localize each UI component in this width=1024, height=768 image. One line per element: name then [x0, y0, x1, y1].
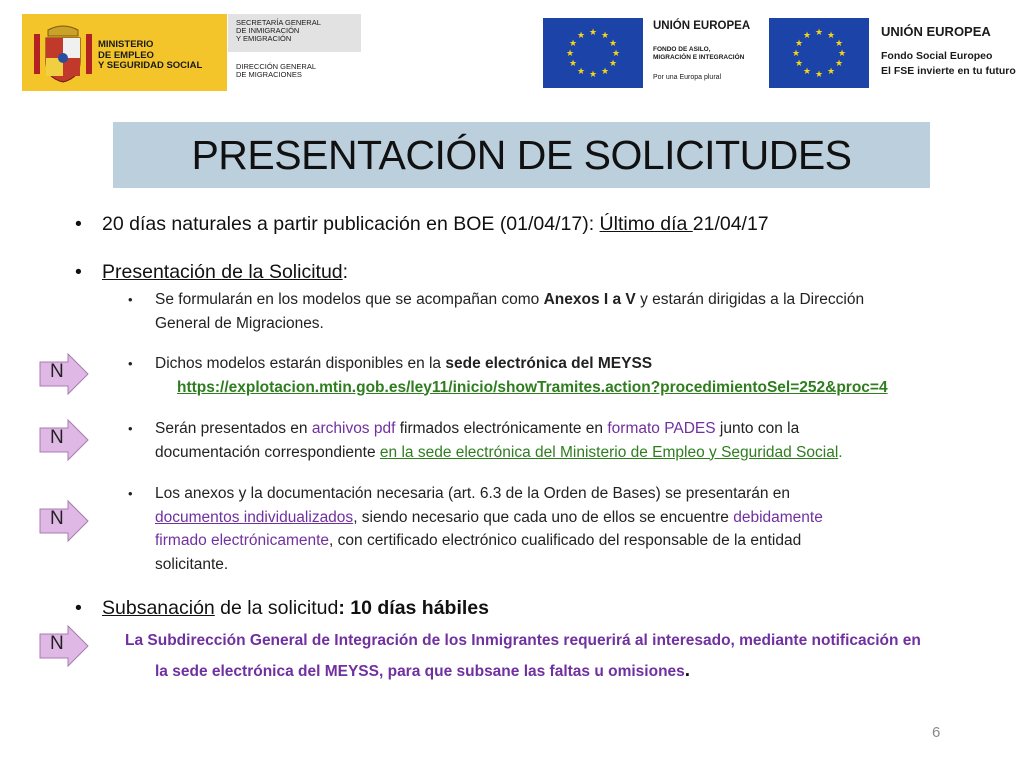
- svg-text:★: ★: [608, 59, 618, 69]
- ministerio-line-1: MINISTERIO: [98, 39, 154, 50]
- sub1-text-a: Se formularán en los modelos que se acompañan como: [155, 291, 544, 308]
- sub3-text-e: junto con la: [715, 420, 800, 437]
- sub-bullet-dot: •: [128, 486, 133, 501]
- secretaria-line-1: SECRETARÍA GENERAL: [236, 18, 321, 27]
- page-title: PRESENTACIÓN DE SOLICITUDES: [191, 132, 852, 178]
- marker-label: N: [50, 427, 64, 448]
- marker-label: N: [50, 633, 64, 654]
- presentacion-colon: :: [342, 261, 349, 283]
- subsanacion-label: Subsanación: [102, 597, 215, 619]
- sub-bullet-dot: •: [128, 421, 133, 436]
- subsanacion-line-2: la sede electrónica del MEYSS, para que subsane las faltas u omisiones: [155, 663, 685, 680]
- svg-text:★: ★: [600, 67, 610, 77]
- eu1-sub-line-1: FONDO DE ASILO,: [653, 46, 711, 53]
- svg-text:★: ★: [814, 70, 824, 80]
- direccion-line-1: DIRECCIÓN GENERAL: [236, 62, 317, 71]
- subsanacion-detail: [125, 626, 921, 687]
- sub1-text-d: General de Migraciones.: [155, 314, 324, 332]
- sub3-sede-link[interactable]: en la sede electrónica del Ministerio de Empleo y Seguridad Social: [379, 443, 839, 461]
- subsanacion-plazo: : 10 días hábiles: [338, 597, 489, 619]
- presentacion-label: Presentación de la Solicitud: [102, 261, 343, 283]
- bullet-dot: •: [75, 597, 82, 619]
- arrow-right-icon: [38, 352, 90, 396]
- plazo-text: 20 días naturales a partir publicación en BOE (01/04/17):: [102, 213, 600, 235]
- eu1-title: UNIÓN EUROPEA: [653, 20, 751, 32]
- svg-text:★: ★: [608, 39, 618, 49]
- svg-text:★: ★: [565, 49, 575, 59]
- secretaria-line-3: Y EMIGRACIÓN: [236, 34, 292, 44]
- marker-label: N: [50, 361, 64, 382]
- sub4-text-f: , con certificado electrónico cualificado del responsable de la entidad: [329, 532, 802, 549]
- eu2-tagline: El FSE invierte en tu futuro: [881, 65, 1016, 77]
- svg-text:★: ★: [791, 49, 801, 59]
- sub-bullet-dot: •: [128, 356, 133, 371]
- sub-bullet-dot: •: [128, 292, 133, 307]
- eu1-sub-line-2: MIGRACIÓN E INTEGRACIÓN: [653, 54, 745, 61]
- svg-text:★: ★: [576, 31, 586, 41]
- new-marker: [38, 352, 90, 396]
- bullet-plazo: [75, 213, 769, 236]
- sub-bullet-anexos: [128, 288, 975, 335]
- eu2-title: UNIÓN EUROPEA: [881, 24, 991, 39]
- svg-text:★: ★: [794, 59, 804, 69]
- sub3-archivos-pdf: archivos pdf: [311, 420, 396, 437]
- new-marker: [38, 624, 90, 668]
- sub2-text-a: Dichos modelos estarán disponibles en la: [155, 355, 446, 372]
- new-marker: [38, 499, 90, 543]
- sub3-text-a: Serán presentados en: [155, 420, 312, 437]
- sub4-debidamente: debidamente: [733, 508, 823, 526]
- sub4-text-a: Los anexos y la documentación necesaria (art. 6.3 de la Orden de Bases) se presentarán en: [155, 485, 791, 502]
- svg-text:★: ★: [834, 59, 844, 69]
- sub-bullet-anexos-documentacion: [128, 482, 975, 576]
- svg-text:★: ★: [611, 49, 621, 59]
- eu1-tagline: Por una Europa plural: [653, 74, 722, 81]
- page-number: 6: [932, 724, 941, 741]
- tramites-link[interactable]: https://explotacion.mtin.gob.es/ley11/inicio/showTramites.action?procedimientoSel=252&proc=4: [177, 378, 888, 396]
- svg-text:★: ★: [568, 59, 578, 69]
- bullet-dot: •: [75, 213, 82, 235]
- sub3-text-f: documentación correspondiente: [155, 443, 380, 461]
- svg-text:★: ★: [794, 39, 804, 49]
- sub3-text-c: firmados electrónicamente en: [395, 420, 608, 437]
- svg-text:★: ★: [834, 39, 844, 49]
- marker-label: N: [50, 508, 64, 529]
- sub4-firmado: firmado electrónicamente: [155, 532, 330, 549]
- direccion-line-2: DE MIGRACIONES: [236, 70, 302, 80]
- sub-bullet-modelos: [128, 352, 975, 399]
- svg-text:★: ★: [600, 31, 610, 41]
- svg-text:★: ★: [588, 28, 598, 38]
- new-marker: [38, 418, 90, 462]
- arrow-right-icon: [38, 624, 90, 668]
- bullet-presentacion: [75, 261, 349, 284]
- eu2-sub: Fondo Social Europeo: [881, 50, 993, 62]
- ministerio-line-3: Y SEGURIDAD SOCIAL: [98, 60, 203, 71]
- ultimo-dia-text: Último día: [599, 213, 693, 235]
- svg-text:★: ★: [802, 31, 812, 41]
- subsanacion-end: .: [684, 660, 691, 681]
- svg-text:★: ★: [814, 28, 824, 38]
- svg-text:★: ★: [826, 67, 836, 77]
- bullet-subsanacion: [75, 597, 489, 620]
- sub1-text-c: y estarán dirigidas a la Dirección: [635, 291, 865, 308]
- svg-text:★: ★: [568, 39, 578, 49]
- secretaria-line-2: DE INMIGRACIÓN: [236, 26, 300, 36]
- arrow-right-icon: [38, 418, 90, 462]
- sub3-formato-pades: formato PADES: [607, 420, 716, 437]
- arrow-right-icon: [38, 499, 90, 543]
- ultimo-dia-date: 21/04/17: [692, 213, 769, 235]
- svg-text:★: ★: [802, 67, 812, 77]
- subsanacion-mid: de la solicitud: [214, 597, 339, 619]
- sub3-text-h: .: [838, 443, 843, 461]
- subsanacion-line-1: La Subdirección General de Integración de los Inmigrantes requerirá al interesado, mediante notificación en: [125, 632, 921, 649]
- sub4-text-g: solicitante.: [155, 555, 229, 573]
- svg-text:★: ★: [588, 70, 598, 80]
- bullet-dot: •: [75, 261, 82, 283]
- sub1-anexos: Anexos I a V: [543, 291, 636, 308]
- svg-text:★: ★: [826, 31, 836, 41]
- sub4-text-c: , siendo necesario que cada uno de ellos se encuentre: [353, 508, 734, 526]
- svg-text:★: ★: [837, 49, 847, 59]
- sub-bullet-pdf: [128, 417, 975, 464]
- ministerio-line-2: DE EMPLEO: [98, 49, 154, 61]
- sub2-sede: sede electrónica del MEYSS: [445, 355, 653, 372]
- sub4-documentos-individualizados: documentos individualizados: [155, 508, 354, 526]
- svg-text:★: ★: [576, 67, 586, 77]
